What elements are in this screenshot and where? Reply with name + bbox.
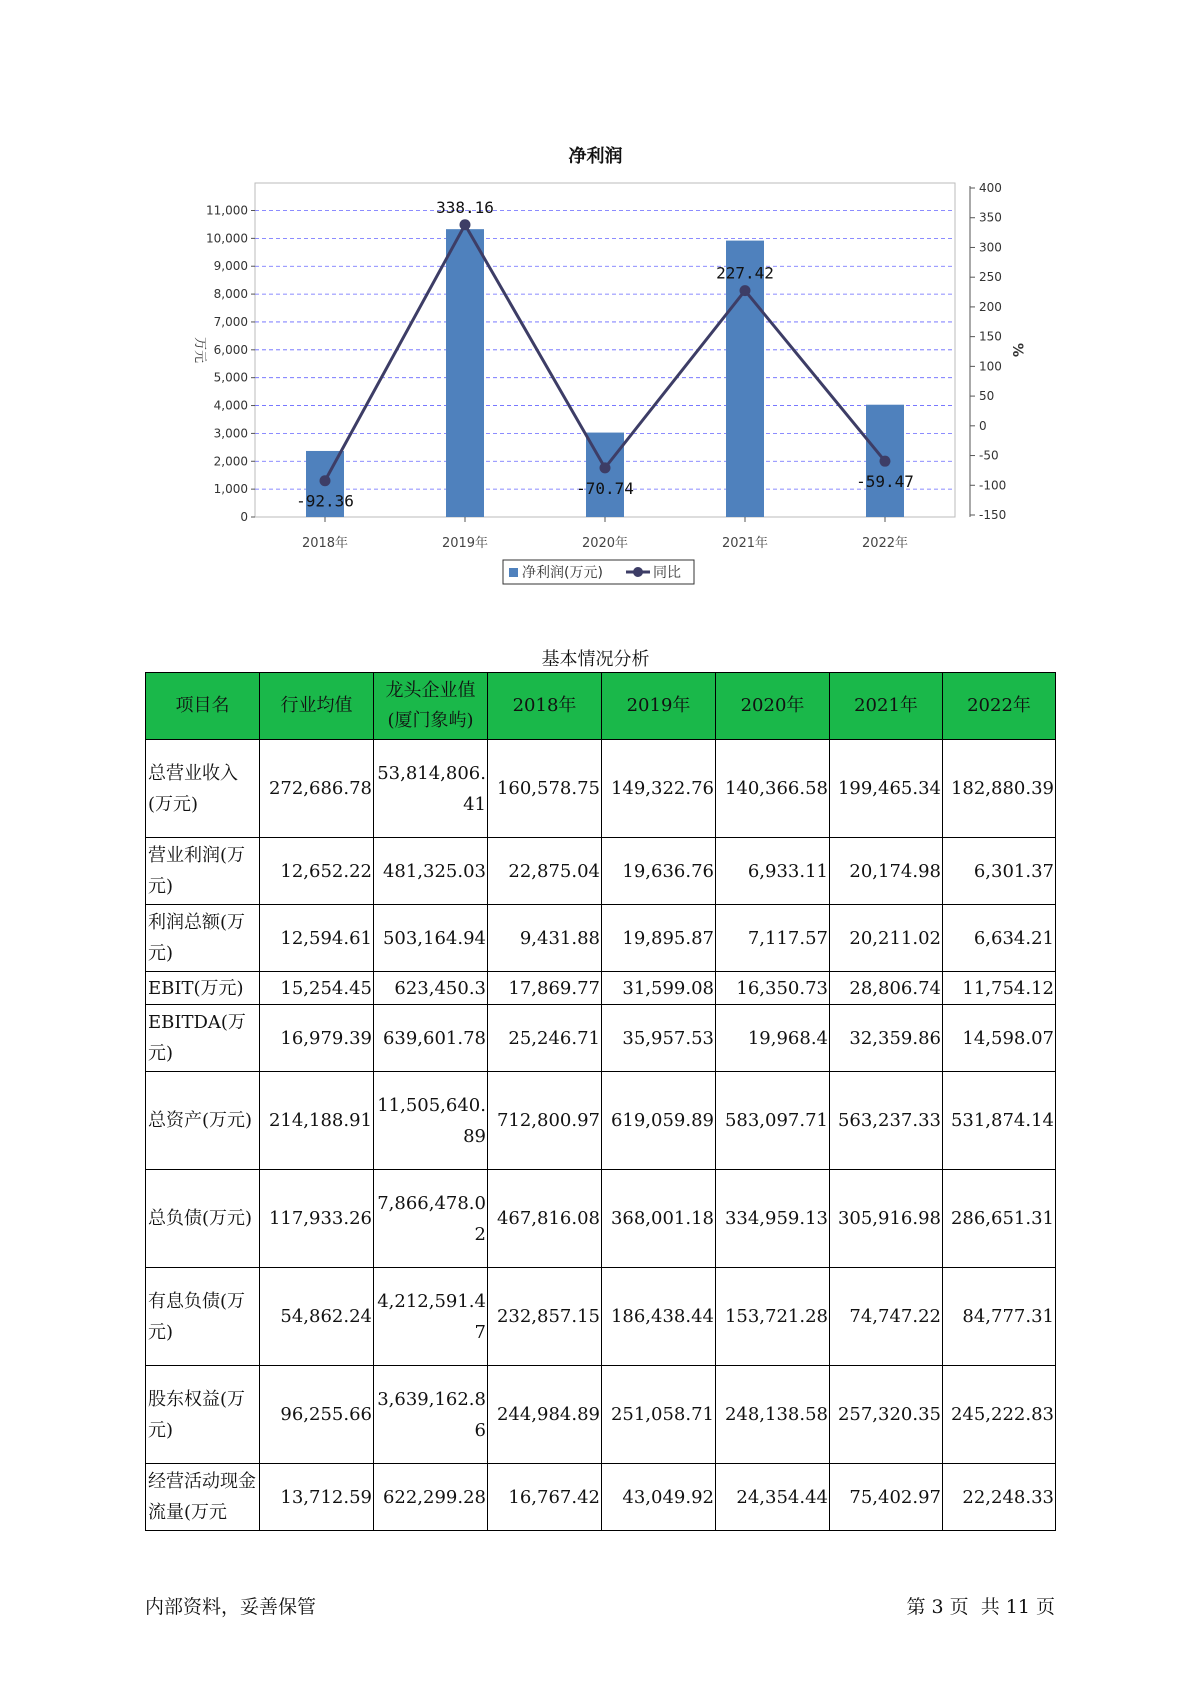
- y-tick-label: 1,000: [213, 482, 248, 497]
- cell-value: 7,117.57: [716, 905, 830, 972]
- cell-value: 272,686.78: [260, 740, 374, 838]
- cell-value: 14,598.07: [943, 1005, 1056, 1072]
- table-row: [146, 1170, 1056, 1268]
- table-caption: 基本情况分析: [541, 649, 650, 670]
- y-tick-label: 2,000: [213, 454, 248, 469]
- cell-value: 16,767.42: [488, 1464, 602, 1531]
- y-tick-label: 9,000: [213, 259, 248, 274]
- cell-value: 75,402.97: [830, 1464, 943, 1531]
- legend-bar-swatch: [509, 568, 518, 577]
- cell-value: 3,639,162.86: [374, 1366, 488, 1464]
- cell-value: 503,164.94: [374, 905, 488, 972]
- header-2020: 2020年: [716, 673, 830, 740]
- y2-axis-title: %: [1009, 342, 1025, 358]
- y2-tick-label: 0: [979, 418, 987, 433]
- y-tick-label: 8,000: [213, 287, 248, 302]
- cell-value: 305,916.98: [830, 1170, 943, 1268]
- cell-value: 84,777.31: [943, 1268, 1056, 1366]
- cell-value: 149,322.76: [602, 740, 716, 838]
- yoy-point: [600, 462, 611, 473]
- cell-value: 12,652.22: [260, 838, 374, 905]
- table-row: [146, 972, 1056, 1005]
- table-row: [146, 838, 1056, 905]
- cell-value: 32,359.86: [830, 1005, 943, 1072]
- cell-value: 31,599.08: [602, 972, 716, 1005]
- cell-value: 43,049.92: [602, 1464, 716, 1531]
- cell-value: 54,862.24: [260, 1268, 374, 1366]
- net-profit-chart: [0, 0, 1191, 600]
- cell-value: 19,895.87: [602, 905, 716, 972]
- cell-value: 74,747.22: [830, 1268, 943, 1366]
- y2-tick-label: 350: [979, 210, 1002, 225]
- y2-tick-label: 250: [979, 270, 1002, 285]
- y2-tick-label: 100: [979, 359, 1002, 374]
- cell-value: 17,869.77: [488, 972, 602, 1005]
- x-tick-label: 2021年: [721, 536, 769, 551]
- cell-value: 28,806.74: [830, 972, 943, 1005]
- table-row: [146, 1464, 1056, 1531]
- cell-value: 12,594.61: [260, 905, 374, 972]
- cell-value: 11,505,640.89: [374, 1072, 488, 1170]
- cell-value: 251,058.71: [602, 1366, 716, 1464]
- y2-tick-label: -100: [979, 478, 1007, 493]
- cell-value: 622,299.28: [374, 1464, 488, 1531]
- cell-value: 25,246.71: [488, 1005, 602, 1072]
- cell-value: 563,237.33: [830, 1072, 943, 1170]
- yoy-data-label: 227.42: [716, 263, 774, 283]
- cell-value: 244,984.89: [488, 1366, 602, 1464]
- yoy-point: [320, 475, 331, 486]
- y2-tick-label: 200: [979, 299, 1002, 314]
- cell-value: 6,301.37: [943, 838, 1056, 905]
- y2-tick-label: 400: [979, 181, 1002, 195]
- yoy-data-label: -92.36: [296, 491, 354, 511]
- cell-value: 13,712.59: [260, 1464, 374, 1531]
- y-axis-title: 万元: [192, 336, 207, 364]
- y-tick-label: 11,000: [206, 203, 248, 218]
- cell-value: 20,211.02: [830, 905, 943, 972]
- row-label: 营业利润(万元): [146, 838, 260, 905]
- y-tick-label: 0: [240, 510, 248, 524]
- y-tick-label: 6,000: [213, 342, 248, 357]
- y2-tick-label: -150: [979, 508, 1007, 522]
- cell-value: 22,875.04: [488, 838, 602, 905]
- row-label: EBIT(万元): [146, 972, 260, 1005]
- header-2021: 2021年: [830, 673, 943, 740]
- cell-value: 467,816.08: [488, 1170, 602, 1268]
- x-tick-label: 2019年: [441, 536, 489, 551]
- legend-line-label: 同比: [653, 565, 681, 581]
- cell-value: 35,957.53: [602, 1005, 716, 1072]
- table-row: [146, 1005, 1056, 1072]
- cell-value: 96,255.66: [260, 1366, 374, 1464]
- row-label: 股东权益(万元): [146, 1366, 260, 1464]
- cell-value: 639,601.78: [374, 1005, 488, 1072]
- cell-value: 214,188.91: [260, 1072, 374, 1170]
- cell-value: 15,254.45: [260, 972, 374, 1005]
- row-label: 总资产(万元): [146, 1072, 260, 1170]
- table-row: [146, 1072, 1056, 1170]
- cell-value: 19,968.4: [716, 1005, 830, 1072]
- cell-value: 7,866,478.02: [374, 1170, 488, 1268]
- footer-page-number: 第 3 页 共 11 页: [906, 1596, 1055, 1618]
- header-2018: 2018年: [488, 673, 602, 740]
- cell-value: 16,350.73: [716, 972, 830, 1005]
- cell-value: 153,721.28: [716, 1268, 830, 1366]
- footer-confidential-note: 内部资料，妥善保管: [145, 1596, 317, 1618]
- chart-title: 净利润: [568, 146, 623, 167]
- cell-value: 619,059.89: [602, 1072, 716, 1170]
- cell-value: 623,450.3: [374, 972, 488, 1005]
- cell-value: 531,874.14: [943, 1072, 1056, 1170]
- bar: [446, 229, 484, 517]
- y-tick-label: 3,000: [213, 426, 248, 441]
- basic-analysis-table: [145, 672, 1056, 1531]
- yoy-point: [460, 219, 471, 230]
- header-item-name: 项目名: [146, 673, 260, 740]
- cell-value: 6,634.21: [943, 905, 1056, 972]
- row-label: 总负债(万元): [146, 1170, 260, 1268]
- cell-value: 368,001.18: [602, 1170, 716, 1268]
- table-header-row: [146, 673, 1056, 740]
- cell-value: 583,097.71: [716, 1072, 830, 1170]
- header-2019: 2019年: [602, 673, 716, 740]
- cell-value: 481,325.03: [374, 838, 488, 905]
- cell-value: 186,438.44: [602, 1268, 716, 1366]
- table-row: [146, 1366, 1056, 1464]
- cell-value: 16,979.39: [260, 1005, 374, 1072]
- x-tick-label: 2022年: [861, 536, 909, 551]
- cell-value: 117,933.26: [260, 1170, 374, 1268]
- cell-value: 182,880.39: [943, 740, 1056, 838]
- yoy-data-label: 338.16: [436, 197, 494, 217]
- y2-tick-label: 50: [979, 389, 995, 404]
- table-row: [146, 740, 1056, 838]
- cell-value: 245,222.83: [943, 1366, 1056, 1464]
- cell-value: 4,212,591.47: [374, 1268, 488, 1366]
- cell-value: 11,754.12: [943, 972, 1056, 1005]
- yoy-point: [880, 456, 891, 467]
- y-tick-label: 10,000: [206, 231, 248, 246]
- y2-tick-label: 300: [979, 240, 1002, 255]
- cell-value: 22,248.33: [943, 1464, 1056, 1531]
- cell-value: 9,431.88: [488, 905, 602, 972]
- x-tick-label: 2020年: [581, 536, 629, 551]
- y-tick-label: 4,000: [213, 398, 248, 413]
- table-row: [146, 1268, 1056, 1366]
- cell-value: 19,636.76: [602, 838, 716, 905]
- cell-value: 160,578.75: [488, 740, 602, 838]
- cell-value: 257,320.35: [830, 1366, 943, 1464]
- cell-value: 248,138.58: [716, 1366, 830, 1464]
- y-tick-label: 5,000: [213, 370, 248, 385]
- cell-value: 24,354.44: [716, 1464, 830, 1531]
- header-leader-value: 龙头企业值(厦门象屿): [374, 673, 488, 740]
- cell-value: 20,174.98: [830, 838, 943, 905]
- header-2022: 2022年: [943, 673, 1056, 740]
- legend-line-marker: [633, 567, 643, 577]
- table-row: [146, 905, 1056, 972]
- row-label: 有息负债(万元): [146, 1268, 260, 1366]
- legend-bar-label: 净利润(万元): [522, 565, 603, 581]
- row-label: EBITDA(万元): [146, 1005, 260, 1072]
- row-label: 经营活动现金流量(万元: [146, 1464, 260, 1531]
- cell-value: 6,933.11: [716, 838, 830, 905]
- x-tick-label: 2018年: [301, 536, 349, 551]
- cell-value: 232,857.15: [488, 1268, 602, 1366]
- y-tick-label: 7,000: [213, 314, 248, 329]
- y2-tick-label: -50: [979, 448, 999, 463]
- cell-value: 286,651.31: [943, 1170, 1056, 1268]
- yoy-point: [740, 285, 751, 296]
- row-label: 利润总额(万元): [146, 905, 260, 972]
- cell-value: 140,366.58: [716, 740, 830, 838]
- cell-value: 53,814,806.41: [374, 740, 488, 838]
- yoy-data-label: -70.74: [576, 478, 634, 498]
- cell-value: 199,465.34: [830, 740, 943, 838]
- y2-tick-label: 150: [979, 329, 1002, 344]
- cell-value: 712,800.97: [488, 1072, 602, 1170]
- cell-value: 334,959.13: [716, 1170, 830, 1268]
- header-industry-avg: 行业均值: [260, 673, 374, 740]
- row-label: 总营业收入(万元): [146, 740, 260, 838]
- yoy-data-label: -59.47: [856, 472, 914, 492]
